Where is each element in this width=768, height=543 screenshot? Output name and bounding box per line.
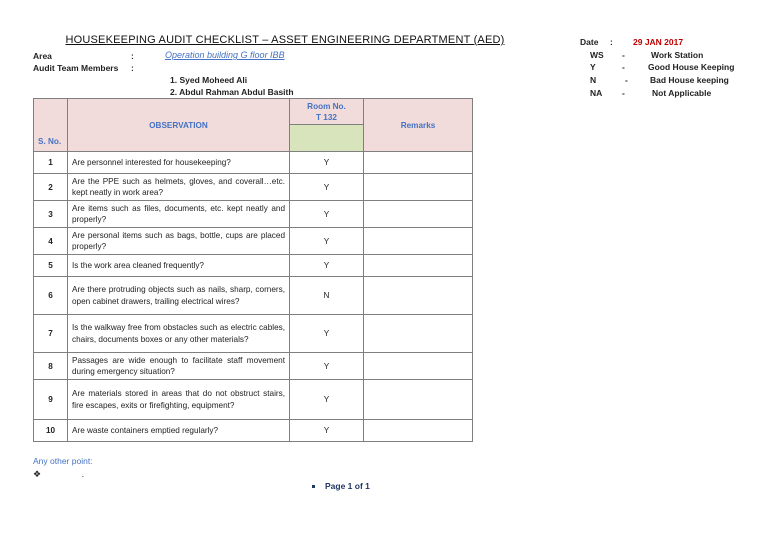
remarks-cell [364,380,473,420]
table-row [34,201,473,228]
room-answer: Y [290,174,364,201]
row-number: 3 [34,201,68,228]
room-answer: Y [290,152,364,174]
checklist-table [33,98,473,442]
table-row [34,315,473,353]
area-label: Area [33,51,52,61]
legend-code: Y [590,62,596,72]
legend-dash: - [622,62,625,72]
observation-header: OBSERVATION [68,99,290,152]
room-number: T 132 [316,112,337,122]
room-answer: Y [290,420,364,442]
table-row [34,152,473,174]
table-row [34,228,473,255]
other-point-label: Any other point: [33,456,93,466]
page-indicator [312,481,370,491]
remarks-cell [364,277,473,315]
observation-text: Are the PPE such as helmets, gloves, and coverall…etc. kept neatly in work area? [68,174,290,201]
row-number: 6 [34,277,68,315]
table-row [34,277,473,315]
observation-text: Are materials stored in areas that do not obstruct stairs, fire escapes, exits or firefighting, equipment? [68,380,290,420]
observation-text: Is the walkway free from obstacles such as electric cables, chairs, documents boxes or any other materials? [68,315,290,353]
remarks-cell [364,255,473,277]
observation-text: Are personnel interested for housekeeping? [68,152,290,174]
observation-text: Is the work area cleaned frequently? [68,255,290,277]
legend-code: NA [590,88,603,98]
table-row [34,255,473,277]
legend-meaning: Not Applicable [652,88,712,98]
room-answer: Y [290,255,364,277]
remarks-cell [364,152,473,174]
row-number: 10 [34,420,68,442]
row-number: 2 [34,174,68,201]
audit-team-label: Audit Team Members [33,63,119,73]
bullet-item [33,469,84,480]
room-answer: Y [290,228,364,255]
remarks-cell [364,353,473,380]
legend-dash: - [622,88,625,98]
room-answer: Y [290,315,364,353]
room-status-cell [290,125,364,152]
sno-header: S. No. [34,99,68,152]
room-answer: N [290,277,364,315]
document-title: HOUSEKEEPING AUDIT CHECKLIST – ASSET ENGINEERING DEPARTMENT (AED) [65,34,505,46]
remarks-header: Remarks [364,99,473,152]
room-header [290,99,364,125]
audit-team-colon: : [131,63,134,73]
remarks-cell [364,228,473,255]
page-number: Page 1 of 1 [325,481,370,491]
remarks-cell [364,201,473,228]
table-row [34,174,473,201]
audit-member-2: 2. Abdul Rahman Abdul Basith [170,87,294,97]
square-bullet-icon [312,485,315,488]
legend-code: N [590,75,597,85]
table-row [34,420,473,442]
date-colon: : [610,37,613,47]
row-number: 4 [34,228,68,255]
remarks-cell [364,315,473,353]
row-number: 1 [34,152,68,174]
bullet-text: . [81,469,85,479]
legend-dash: - [625,75,628,85]
table-row [34,353,473,380]
room-header-label: Room No. [307,101,346,111]
legend-meaning: Bad House keeping [650,75,729,85]
area-value: Operation building G floor IBB [165,50,285,60]
audit-member-1: 1. Syed Moheed Ali [170,75,248,85]
date-value: 29 JAN 2017 [633,37,684,47]
room-answer: Y [290,380,364,420]
legend-code: WS [590,50,604,60]
legend-meaning: Good House Keeping [648,62,735,72]
row-number: 5 [34,255,68,277]
remarks-cell [364,174,473,201]
legend-dash: - [622,50,625,60]
room-answer: Y [290,201,364,228]
remarks-cell [364,420,473,442]
area-colon: : [131,51,134,61]
observation-text: Passages are wide enough to facilitate staff movement during emergency situation? [68,353,290,380]
observation-text: Are waste containers emptied regularly? [68,420,290,442]
row-number: 9 [34,380,68,420]
diamond-bullet-icon: ❖ [33,469,42,479]
row-number: 7 [34,315,68,353]
table-row [34,380,473,420]
legend-meaning: Work Station [651,50,704,60]
observation-text: Are there protruding objects such as nails, sharp, corners, open cabinet drawers, trailing electrical wires? [68,277,290,315]
observation-text: Are items such as files, documents, etc. kept neatly and properly? [68,201,290,228]
date-label: Date [580,37,599,47]
room-answer: Y [290,353,364,380]
observation-text: Are personal items such as bags, bottle, cups are placed properly? [68,228,290,255]
row-number: 8 [34,353,68,380]
